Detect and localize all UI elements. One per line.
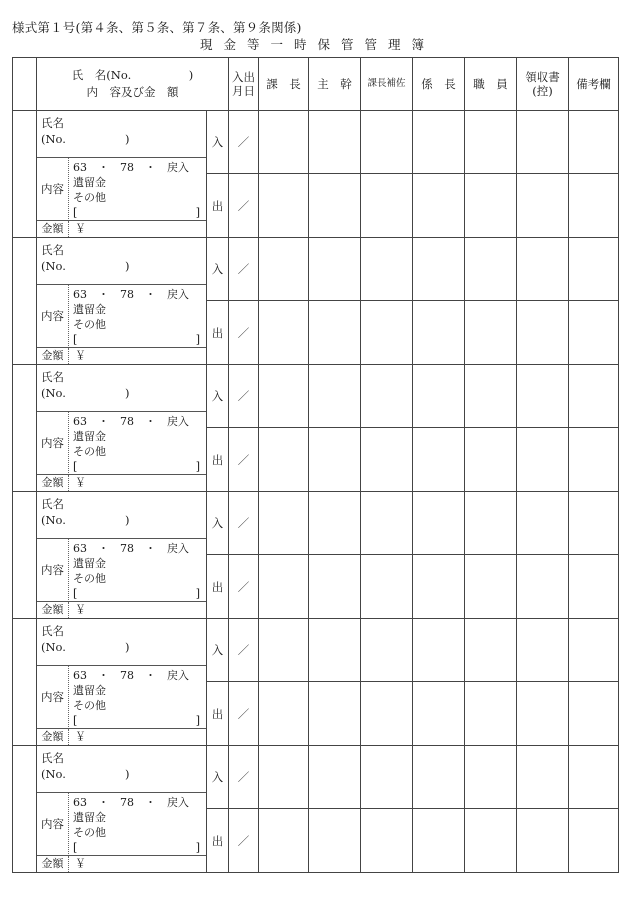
kacho-hosa-header: 課長補佐 [361,58,413,111]
name-label: 氏名 [41,242,64,257]
kacho-in-stamp-cell[interactable] [259,492,309,555]
record-in-row [13,238,619,301]
remarks-in-cell[interactable] [569,619,619,682]
bracket-open: [ [73,713,78,727]
name-label: 氏名 [41,369,64,384]
amount-label: 金額 [37,729,69,745]
record-index-cell [13,619,37,746]
yen-mark: ￥ [75,602,86,616]
record-number-open: (No. [41,258,66,273]
bracket-close: ] [195,205,200,219]
name-field[interactable] [37,747,206,793]
out-date-cell[interactable]: ／ [229,555,259,619]
inout-date-header [229,58,259,111]
kacho-out-stamp-cell[interactable] [259,174,309,238]
amount-label: 金額 [37,475,69,491]
kacho-hosa-out-stamp-cell[interactable] [361,174,413,238]
kacho-hosa-in-stamp-cell[interactable] [361,619,413,682]
receipt-header-line2: (控) [532,84,553,98]
content-options[interactable] [73,795,204,855]
out-date-cell[interactable]: ／ [229,301,259,365]
in-label-cell: 入 [207,111,229,174]
cash-ledger-table [12,57,619,873]
amount-field[interactable] [37,728,206,745]
content-label: 内容 [37,285,69,348]
record-detail-block [37,239,206,364]
content-option-codes: 63 ・ 78 ・ 戻入 [73,668,189,682]
kakaricho-out-stamp-cell[interactable] [413,809,465,873]
bracket-close: ] [195,713,200,727]
in-label-cell: 入 [207,619,229,682]
remarks-header: 備考欄 [569,58,619,111]
shukan-in-stamp-cell[interactable] [309,746,361,809]
amount-field[interactable] [37,855,206,872]
record-number-close: ) [125,385,130,400]
record-detail-block [37,620,206,745]
kacho-hosa-out-stamp-cell[interactable] [361,682,413,746]
in-date-cell[interactable]: ／ [229,619,259,682]
remarks-out-cell[interactable] [569,809,619,873]
record-in-row [13,492,619,555]
name-field[interactable] [37,366,206,412]
shokuin-in-stamp-cell[interactable] [465,619,517,682]
kacho-in-stamp-cell[interactable] [259,111,309,174]
name-label: 氏名 [41,623,64,638]
content-option-remains: 遺留金 [73,556,106,570]
kacho-hosa-out-stamp-cell[interactable] [361,809,413,873]
kakaricho-out-stamp-cell[interactable] [413,682,465,746]
in-date-cell[interactable]: ／ [229,111,259,174]
content-option-remains: 遺留金 [73,683,106,697]
shukan-in-stamp-cell[interactable] [309,619,361,682]
record-in-row [13,111,619,174]
kacho-hosa-out-stamp-cell[interactable] [361,301,413,365]
shukan-out-stamp-cell[interactable] [309,809,361,873]
bracket-open: [ [73,459,78,473]
receipt-out-cell[interactable] [517,428,569,492]
shukan-out-stamp-cell[interactable] [309,301,361,365]
kacho-in-stamp-cell[interactable] [259,238,309,301]
shokuin-in-stamp-cell[interactable] [465,238,517,301]
receipt-out-cell[interactable] [517,682,569,746]
document-title: 現金等一時保管管理簿 [200,37,436,52]
in-date-cell[interactable]: ／ [229,238,259,301]
kakaricho-out-stamp-cell[interactable] [413,428,465,492]
remarks-out-cell[interactable] [569,428,619,492]
other-detail-field[interactable] [73,586,204,601]
kakaricho-in-stamp-cell[interactable] [413,365,465,428]
record-detail-cell [37,619,207,746]
in-date-cell[interactable]: ／ [229,746,259,809]
remarks-out-cell[interactable] [569,682,619,746]
content-option-remains: 遺留金 [73,810,106,824]
out-label-cell: 出 [207,809,229,873]
shokuin-header: 職 員 [465,58,517,111]
receipt-in-cell[interactable] [517,111,569,174]
record-in-row [13,365,619,428]
amount-field[interactable] [37,601,206,618]
kakaricho-out-stamp-cell[interactable] [413,301,465,365]
remarks-in-cell[interactable] [569,492,619,555]
kacho-out-stamp-cell[interactable] [259,301,309,365]
other-detail-field[interactable] [73,713,204,728]
record-number-open: (No. [41,131,66,146]
shokuin-out-stamp-cell[interactable] [465,809,517,873]
kakaricho-in-stamp-cell[interactable] [413,238,465,301]
content-options[interactable] [73,668,204,728]
shukan-in-stamp-cell[interactable] [309,238,361,301]
content-option-codes: 63 ・ 78 ・ 戻入 [73,795,189,809]
content-option-other: その他 [73,571,106,585]
out-label-cell: 出 [207,174,229,238]
in-label-cell: 入 [207,492,229,555]
amount-field[interactable] [37,347,206,364]
content-option-other: その他 [73,190,106,204]
kacho-hosa-in-stamp-cell[interactable] [361,238,413,301]
out-date-cell[interactable]: ／ [229,174,259,238]
shukan-in-stamp-cell[interactable] [309,492,361,555]
content-label: 内容 [37,666,69,729]
shokuin-out-stamp-cell[interactable] [465,682,517,746]
shokuin-out-stamp-cell[interactable] [465,301,517,365]
shokuin-in-stamp-cell[interactable] [465,492,517,555]
remarks-in-cell[interactable] [569,238,619,301]
shokuin-in-stamp-cell[interactable] [465,746,517,809]
in-date-cell[interactable]: ／ [229,365,259,428]
bracket-close: ] [195,332,200,346]
kacho-out-stamp-cell[interactable] [259,555,309,619]
bracket-open: [ [73,840,78,854]
receipt-in-cell[interactable] [517,492,569,555]
shukan-in-stamp-cell[interactable] [309,111,361,174]
shokuin-in-stamp-cell[interactable] [465,365,517,428]
content-option-remains: 遺留金 [73,175,106,189]
amount-label: 金額 [37,856,69,872]
yen-mark: ￥ [75,221,86,235]
yen-mark: ￥ [75,348,86,362]
amount-field[interactable] [37,474,206,491]
bracket-open: [ [73,586,78,600]
content-option-codes: 63 ・ 78 ・ 戻入 [73,287,189,301]
shukan-header: 主 幹 [309,58,361,111]
index-header-cell [13,58,37,111]
shukan-out-stamp-cell[interactable] [309,174,361,238]
yen-mark: ￥ [75,475,86,489]
record-number-close: ) [125,639,130,654]
bracket-close: ] [195,459,200,473]
record-index-cell [13,111,37,238]
kacho-hosa-out-stamp-cell[interactable] [361,428,413,492]
out-label-cell: 出 [207,555,229,619]
content-options[interactable] [73,160,204,220]
in-label-cell: 入 [207,365,229,428]
name-header-text: 氏 名(No. ) [71,68,194,83]
record-number-close: ) [125,131,130,146]
remarks-in-cell[interactable] [569,111,619,174]
other-detail-field[interactable] [73,205,204,220]
kakaricho-header: 係 長 [413,58,465,111]
kakaricho-in-stamp-cell[interactable] [413,111,465,174]
out-label-cell: 出 [207,682,229,746]
record-detail-cell [37,238,207,365]
out-label-cell: 出 [207,301,229,365]
record-detail-cell [37,492,207,619]
bracket-close: ] [195,586,200,600]
shokuin-out-stamp-cell[interactable] [465,428,517,492]
out-date-cell[interactable]: ／ [229,428,259,492]
shukan-out-stamp-cell[interactable] [309,555,361,619]
shukan-out-stamp-cell[interactable] [309,682,361,746]
content-amount-header-text: 内 容及び金 額 [86,85,179,99]
name-field[interactable] [37,239,206,285]
name-label: 氏名 [41,750,64,765]
content-label: 内容 [37,539,69,602]
content-label: 内容 [37,412,69,475]
shukan-out-stamp-cell[interactable] [309,428,361,492]
content-option-codes: 63 ・ 78 ・ 戻入 [73,414,189,428]
out-label-cell: 出 [207,428,229,492]
kacho-hosa-in-stamp-cell[interactable] [361,365,413,428]
content-label: 内容 [37,793,69,856]
remarks-in-cell[interactable] [569,365,619,428]
name-content-header [37,58,229,111]
kacho-in-stamp-cell[interactable] [259,365,309,428]
shokuin-out-stamp-cell[interactable] [465,174,517,238]
header-row [13,58,619,111]
record-detail-cell [37,365,207,492]
record-number-close: ) [125,512,130,527]
in-label-cell: 入 [207,238,229,301]
receipt-in-cell[interactable] [517,619,569,682]
kakaricho-in-stamp-cell[interactable] [413,746,465,809]
kacho-in-stamp-cell[interactable] [259,746,309,809]
name-field[interactable] [37,493,206,539]
record-number-close: ) [125,258,130,273]
receipt-header [517,58,569,111]
kacho-hosa-in-stamp-cell[interactable] [361,746,413,809]
kakaricho-out-stamp-cell[interactable] [413,174,465,238]
content-option-remains: 遺留金 [73,302,106,316]
amount-label: 金額 [37,221,69,237]
content-option-codes: 63 ・ 78 ・ 戻入 [73,160,189,174]
record-in-row [13,619,619,682]
bracket-open: [ [73,332,78,346]
shokuin-out-stamp-cell[interactable] [465,555,517,619]
record-detail-block [37,366,206,491]
name-field[interactable] [37,620,206,666]
kacho-out-stamp-cell[interactable] [259,682,309,746]
receipt-in-cell[interactable] [517,238,569,301]
record-in-row [13,746,619,809]
record-number-open: (No. [41,639,66,654]
bracket-open: [ [73,205,78,219]
receipt-in-cell[interactable] [517,365,569,428]
yen-mark: ￥ [75,856,86,870]
inout-header-line2: 月日 [232,84,256,98]
content-option-codes: 63 ・ 78 ・ 戻入 [73,541,189,555]
kakaricho-out-stamp-cell[interactable] [413,555,465,619]
inout-header-line1: 入出 [232,69,256,84]
record-detail-block [37,112,206,237]
form-designation-note: 様式第１号(第４条、第５条、第７条、第９条関係) [12,20,302,35]
amount-label: 金額 [37,348,69,364]
out-date-cell[interactable]: ／ [229,682,259,746]
in-date-cell[interactable]: ／ [229,492,259,555]
kakaricho-in-stamp-cell[interactable] [413,492,465,555]
other-detail-field[interactable] [73,332,204,347]
shokuin-in-stamp-cell[interactable] [465,111,517,174]
record-number-close: ) [125,766,130,781]
record-index-cell [13,238,37,365]
content-option-other: その他 [73,698,106,712]
record-detail-block [37,493,206,618]
content-options[interactable] [73,287,204,347]
content-options[interactable] [73,414,204,474]
out-date-cell[interactable]: ／ [229,809,259,873]
kakaricho-in-stamp-cell[interactable] [413,619,465,682]
name-field[interactable] [37,112,206,158]
receipt-out-cell[interactable] [517,301,569,365]
content-option-other: その他 [73,317,106,331]
remarks-out-cell[interactable] [569,174,619,238]
name-label: 氏名 [41,496,64,511]
record-detail-cell [37,111,207,238]
record-number-open: (No. [41,512,66,527]
kacho-header: 課 長 [259,58,309,111]
record-detail-cell [37,746,207,873]
receipt-header-line1: 領収書 [525,69,560,84]
content-options[interactable] [73,541,204,601]
other-detail-field[interactable] [73,459,204,474]
record-number-open: (No. [41,385,66,400]
receipt-in-cell[interactable] [517,746,569,809]
content-option-other: その他 [73,825,106,839]
kacho-out-stamp-cell[interactable] [259,428,309,492]
kacho-hosa-out-stamp-cell[interactable] [361,555,413,619]
receipt-out-cell[interactable] [517,174,569,238]
kacho-hosa-in-stamp-cell[interactable] [361,492,413,555]
other-detail-field[interactable] [73,840,204,855]
in-label-cell: 入 [207,746,229,809]
bracket-close: ] [195,840,200,854]
record-index-cell [13,365,37,492]
receipt-out-cell[interactable] [517,555,569,619]
content-label: 内容 [37,158,69,221]
shukan-in-stamp-cell[interactable] [309,365,361,428]
remarks-out-cell[interactable] [569,301,619,365]
kacho-out-stamp-cell[interactable] [259,809,309,873]
record-detail-block [37,747,206,872]
remarks-in-cell[interactable] [569,746,619,809]
remarks-out-cell[interactable] [569,555,619,619]
amount-label: 金額 [37,602,69,618]
yen-mark: ￥ [75,729,86,743]
content-option-remains: 遺留金 [73,429,106,443]
amount-field[interactable] [37,220,206,237]
receipt-out-cell[interactable] [517,809,569,873]
kacho-in-stamp-cell[interactable] [259,619,309,682]
kacho-hosa-in-stamp-cell[interactable] [361,111,413,174]
record-index-cell [13,492,37,619]
name-label: 氏名 [41,115,64,130]
content-option-other: その他 [73,444,106,458]
record-index-cell [13,746,37,873]
record-number-open: (No. [41,766,66,781]
